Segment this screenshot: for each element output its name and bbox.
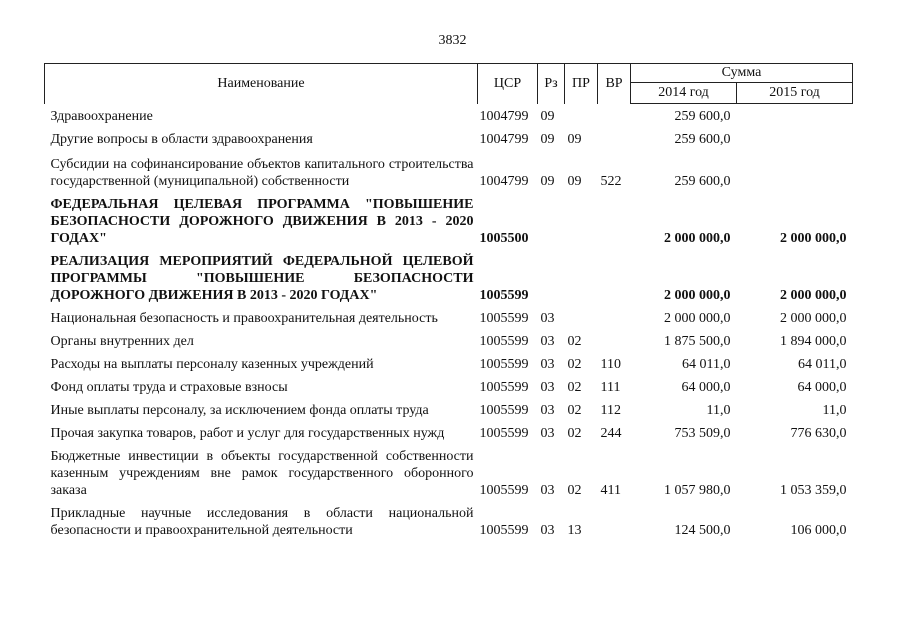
- budget-table: [44, 63, 853, 539]
- row-rz: 09: [540, 132, 555, 147]
- row-vr: [598, 104, 631, 126]
- row-pr: [565, 247, 598, 304]
- row-csr: 1004799: [479, 174, 529, 189]
- row-rz: 03: [540, 357, 555, 372]
- row-sum-2015: 11,0: [822, 403, 847, 418]
- table-row: [45, 442, 853, 499]
- row-sum-2015: 1 894 000,0: [780, 334, 847, 349]
- row-csr: 1005599: [479, 523, 529, 538]
- row-csr: 1005599: [479, 357, 529, 372]
- table-row: [45, 499, 853, 539]
- row-vr: [598, 247, 631, 304]
- row-vr: [598, 125, 631, 148]
- row-csr: 1005599: [479, 311, 529, 326]
- header-year-2014: 2014 год: [631, 83, 737, 104]
- row-vr: [598, 327, 631, 350]
- row-sum-2015: [737, 125, 853, 148]
- row-sum-2015: 64 011,0: [798, 357, 847, 372]
- row-sum-2014: 259 600,0: [674, 174, 731, 189]
- row-pr: 02: [567, 426, 582, 441]
- row-vr: 110: [600, 357, 621, 372]
- row-sum-2014: 1 875 500,0: [664, 334, 731, 349]
- row-sum-2014: 2 000 000,0: [664, 231, 731, 246]
- row-sum-2014: 753 509,0: [674, 426, 731, 441]
- row-rz: 09: [540, 174, 555, 189]
- row-sum-2014: 124 500,0: [674, 523, 731, 538]
- row-vr: [598, 190, 631, 247]
- row-sum-2015: [737, 104, 853, 126]
- row-csr: 1005500: [479, 231, 529, 246]
- header-pr: ПР: [565, 64, 598, 104]
- row-name: Прикладные научные исследования в области национальной безопасности и правоохранительной деятельности: [50, 506, 474, 538]
- row-vr: 411: [600, 483, 621, 498]
- row-pr: [565, 190, 598, 247]
- row-pr: 02: [567, 380, 582, 395]
- row-vr: [598, 499, 631, 539]
- row-pr: 13: [567, 523, 582, 538]
- row-rz: 03: [540, 311, 555, 326]
- row-csr: 1005599: [479, 483, 529, 498]
- row-name: Национальная безопасность и правоохранительная деятельность: [50, 311, 438, 326]
- row-pr: 09: [567, 132, 582, 147]
- row-name: Прочая закупка товаров, работ и услуг для государственных нужд: [50, 426, 445, 441]
- row-pr: 09: [567, 174, 582, 189]
- row-sum-2015: 2 000 000,0: [780, 231, 847, 246]
- row-sum-2015: 1 053 359,0: [780, 483, 847, 498]
- table-row: [45, 104, 853, 126]
- row-rz: 03: [540, 426, 555, 441]
- table-row: [45, 148, 853, 190]
- row-vr: [598, 304, 631, 327]
- row-csr: 1004799: [479, 109, 529, 124]
- row-name: ФЕДЕРАЛЬНАЯ ЦЕЛЕВАЯ ПРОГРАММА "ПОВЫШЕНИЕ БЕЗОПАСНОСТИ ДОРОЖНОГО ДВИЖЕНИЯ В 2013 - 2020 ГОДАХ": [50, 197, 474, 246]
- row-name: Субсидии на софинансирование объектов капитального строительства государственной (муниципальной) собственности: [50, 157, 474, 189]
- row-sum-2015: 2 000 000,0: [780, 288, 847, 303]
- row-sum-2015: 106 000,0: [790, 523, 847, 538]
- table-row: [45, 247, 853, 304]
- row-vr: 112: [600, 403, 621, 418]
- row-rz: 03: [540, 483, 555, 498]
- row-rz: 03: [540, 403, 555, 418]
- header-name: Наименование: [45, 64, 478, 104]
- row-sum-2014: 11,0: [706, 403, 731, 418]
- table-row: [45, 396, 853, 419]
- row-name: РЕАЛИЗАЦИЯ МЕРОПРИЯТИЙ ФЕДЕРАЛЬНОЙ ЦЕЛЕВОЙ ПРОГРАММЫ "ПОВЫШЕНИЕ БЕЗОПАСНОСТИ ДОРОЖНОГО ДВИЖЕНИЯ В 2013 - 2020 ГОДАХ": [50, 254, 474, 303]
- row-rz: 09: [540, 109, 555, 124]
- row-rz: 03: [540, 380, 555, 395]
- header-csr: ЦСР: [478, 64, 538, 104]
- row-name: Расходы на выплаты персоналу казенных учреждений: [50, 357, 374, 372]
- header-year-2015: 2015 год: [737, 83, 853, 104]
- row-vr: 244: [600, 426, 622, 441]
- row-vr: 522: [600, 174, 622, 189]
- row-pr: 02: [567, 483, 582, 498]
- row-rz: 03: [540, 334, 555, 349]
- row-sum-2014: 64 000,0: [681, 380, 731, 395]
- row-csr: 1005599: [479, 288, 529, 303]
- header-sum: Сумма: [631, 64, 853, 83]
- row-rz: [538, 247, 565, 304]
- row-sum-2014: 2 000 000,0: [664, 311, 731, 326]
- row-name: Здравоохранение: [50, 109, 153, 124]
- table-row: [45, 327, 853, 350]
- page-number: 3832: [438, 33, 467, 48]
- header-rz: Рз: [538, 64, 565, 104]
- row-sum-2014: 259 600,0: [674, 109, 731, 124]
- row-rz: 03: [540, 523, 555, 538]
- row-csr: 1005599: [479, 334, 529, 349]
- row-sum-2014: 2 000 000,0: [664, 288, 731, 303]
- row-sum-2015: [737, 148, 853, 190]
- row-name: Другие вопросы в области здравоохранения: [50, 132, 313, 147]
- row-sum-2014: 1 057 980,0: [664, 483, 731, 498]
- row-csr: 1004799: [479, 132, 529, 147]
- row-vr: 111: [600, 380, 621, 395]
- row-sum-2015: 776 630,0: [790, 426, 847, 441]
- row-csr: 1005599: [479, 426, 529, 441]
- table-row: [45, 125, 853, 148]
- table-row: [45, 419, 853, 442]
- row-pr: 02: [567, 357, 582, 372]
- table-row: [45, 190, 853, 247]
- table-row: [45, 350, 853, 373]
- row-sum-2015: 64 000,0: [797, 380, 847, 395]
- row-name: Бюджетные инвестиции в объекты государственной собственности казенным учреждениям вне рамок государственного оборонного заказа: [50, 449, 474, 498]
- row-sum-2014: 64 011,0: [682, 357, 731, 372]
- row-csr: 1005599: [479, 380, 529, 395]
- table-body: [45, 104, 853, 540]
- row-pr: [565, 304, 598, 327]
- row-rz: [538, 190, 565, 247]
- row-pr: 02: [567, 334, 582, 349]
- row-sum-2014: 259 600,0: [674, 132, 731, 147]
- row-pr: 02: [567, 403, 582, 418]
- row-pr: [565, 104, 598, 126]
- row-sum-2015: 2 000 000,0: [780, 311, 847, 326]
- table-row: [45, 304, 853, 327]
- table-row: [45, 373, 853, 396]
- header-vr: ВР: [598, 64, 631, 104]
- row-name: Фонд оплаты труда и страховые взносы: [50, 380, 288, 395]
- row-name: Органы внутренних дел: [50, 334, 194, 349]
- row-name: Иные выплаты персоналу, за исключением фонда оплаты труда: [50, 403, 429, 418]
- row-csr: 1005599: [479, 403, 529, 418]
